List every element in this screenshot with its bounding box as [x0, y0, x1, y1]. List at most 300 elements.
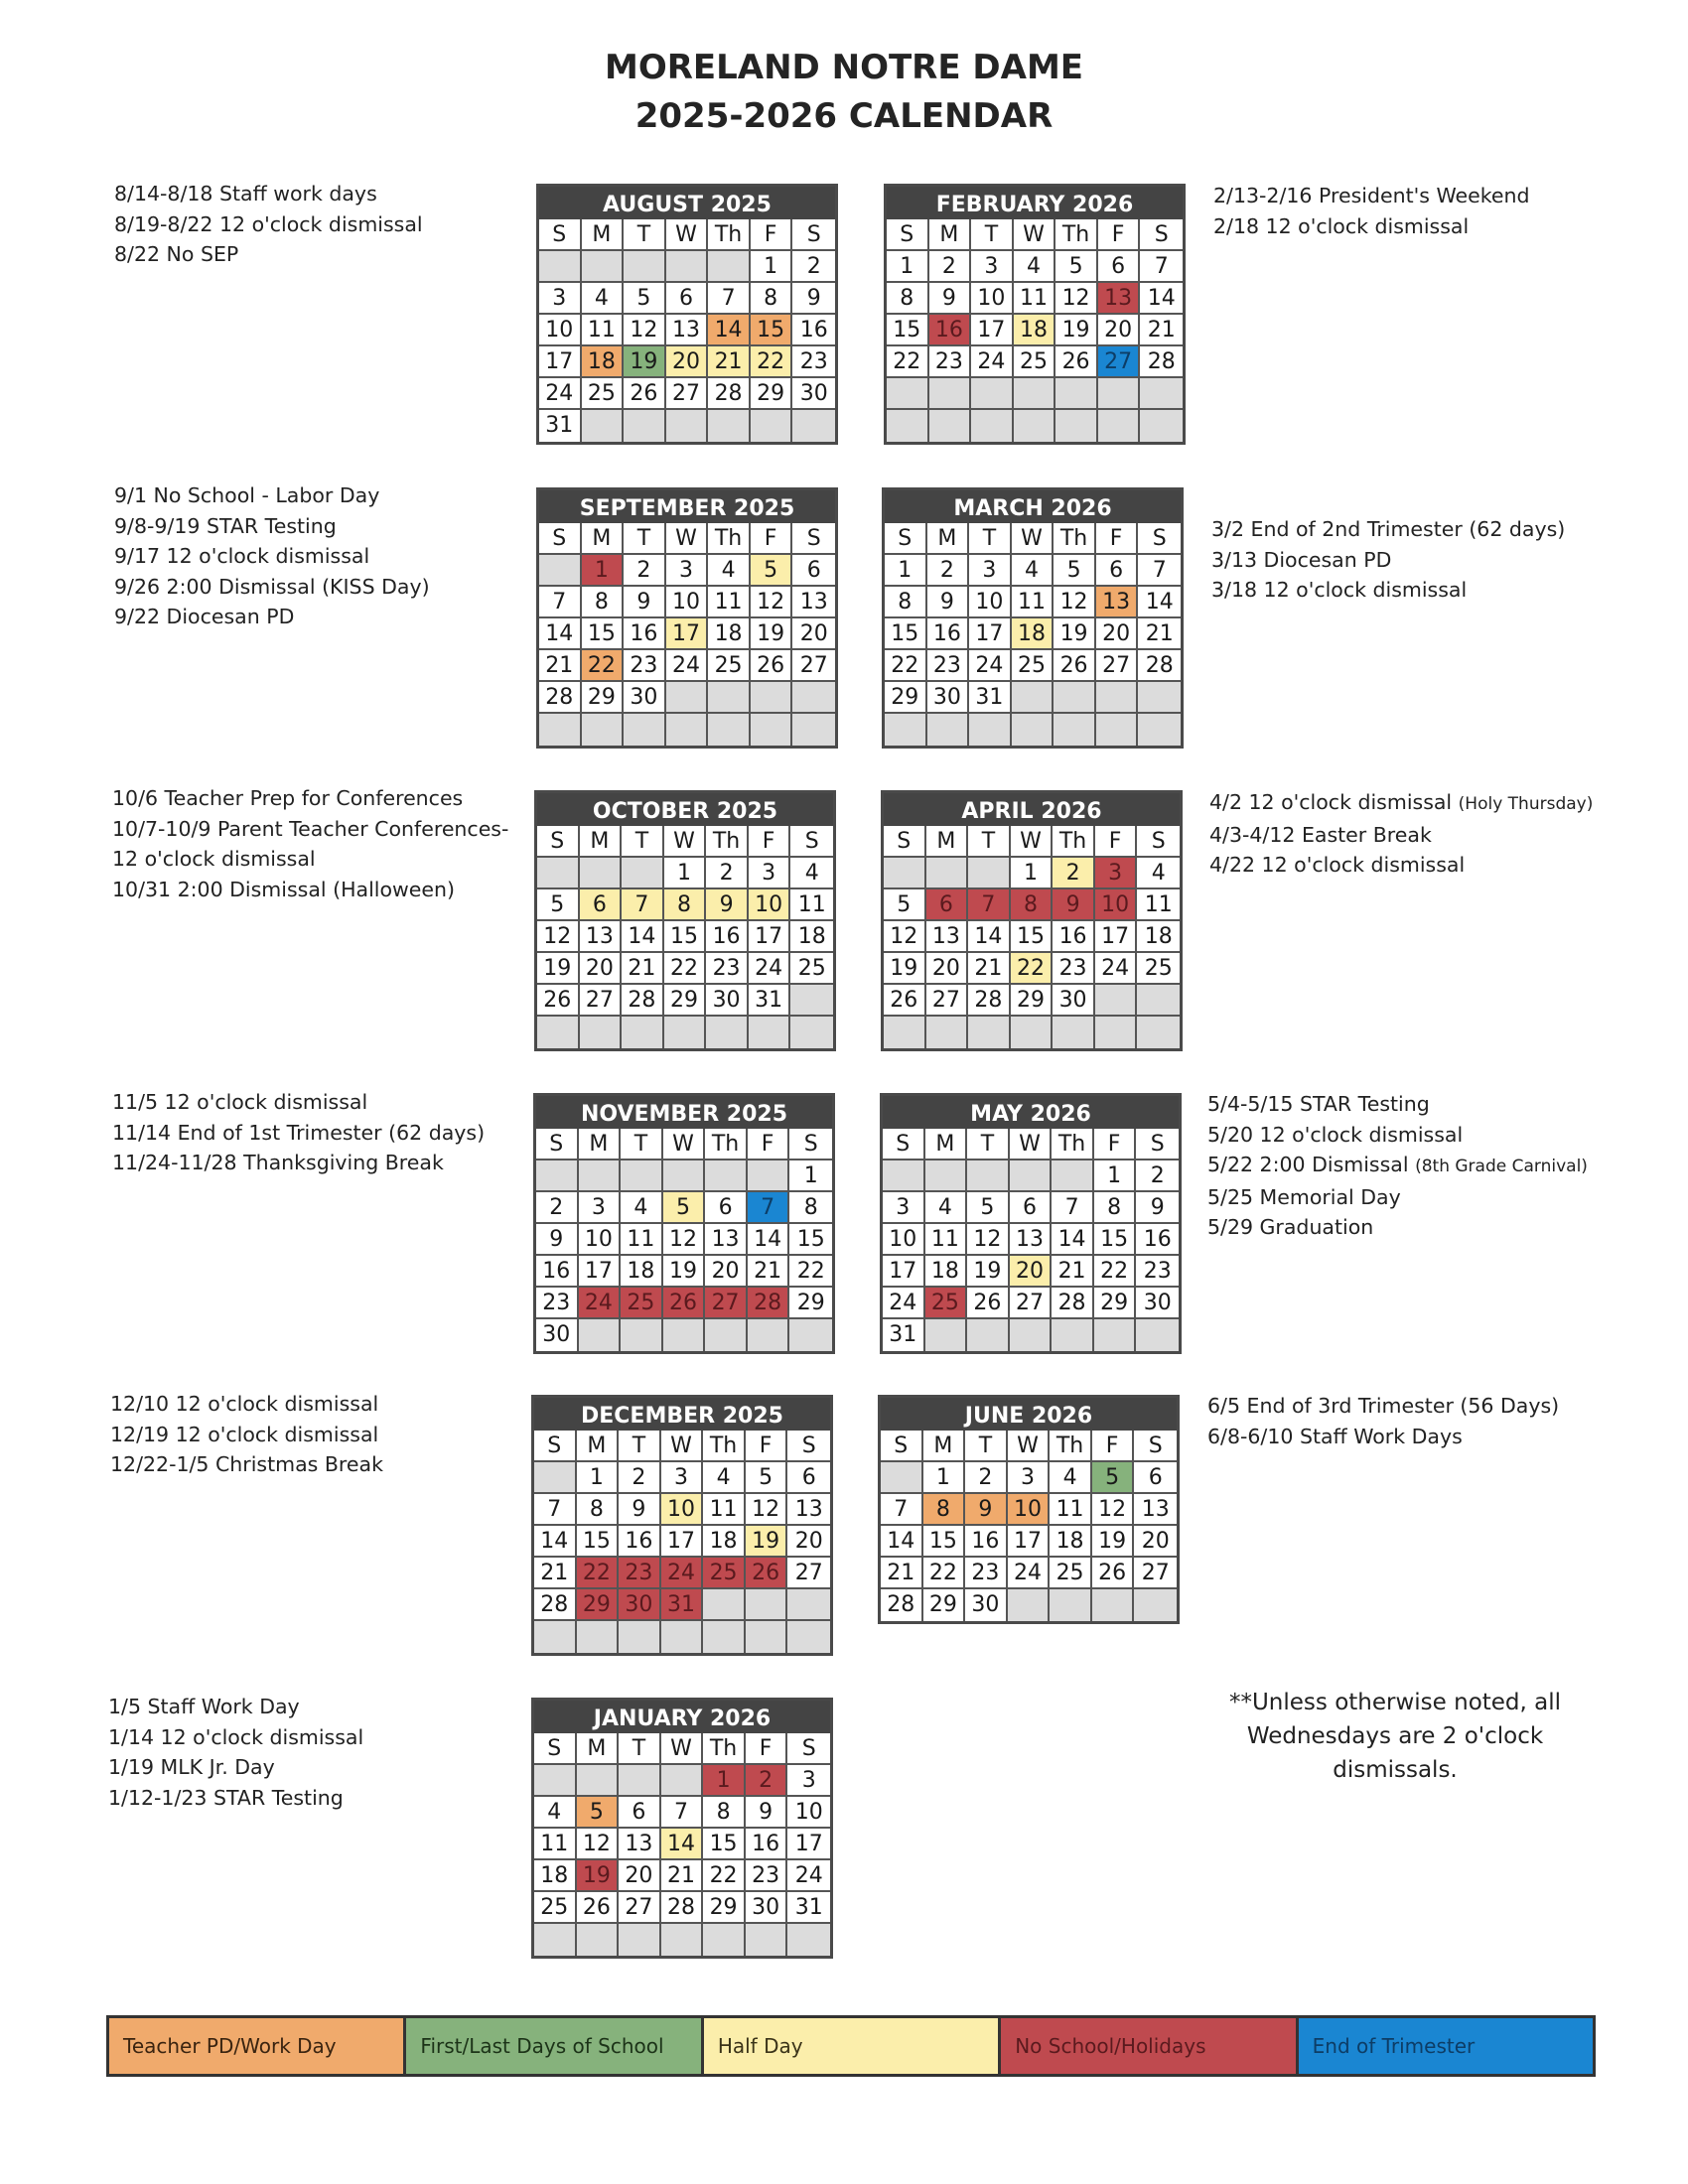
day-cell: 7 — [661, 1797, 704, 1829]
empty-cell — [1012, 714, 1055, 746]
day-cell: 11 — [708, 587, 751, 618]
day-cell: 22 — [887, 346, 929, 378]
day-cell: 15 — [887, 315, 929, 346]
note: 12 o'clock dismissal — [112, 847, 316, 871]
empty-cell — [1055, 410, 1098, 442]
day-cell: 15 — [1011, 921, 1054, 953]
day-cell: 2 — [706, 858, 749, 889]
day-cell: 9 — [927, 587, 970, 618]
weekday-label: Th — [703, 1431, 746, 1462]
weekday-label: S — [790, 826, 833, 858]
day-cell: 3 — [661, 1462, 704, 1494]
empty-cell — [792, 682, 835, 714]
month-title: JUNE 2026 — [881, 1398, 1177, 1431]
day-cell: 14 — [1138, 587, 1181, 618]
day-cell: 31 — [787, 1892, 830, 1924]
note: 4/3-4/12 Easter Break — [1209, 822, 1432, 847]
day-cell: 29 — [1094, 1288, 1137, 1319]
day-cell: 19 — [884, 953, 926, 985]
empty-cell — [661, 1621, 704, 1653]
day-cell: 21 — [1138, 618, 1181, 650]
notes-mar — [1211, 514, 1565, 606]
day-cell: 6 — [787, 1462, 830, 1494]
day-cell: 23 — [792, 346, 835, 378]
day-cell: 20 — [792, 618, 835, 650]
empty-cell — [577, 1765, 620, 1797]
day-cell: 10 — [971, 283, 1014, 315]
weekday-label: M — [926, 826, 969, 858]
day-cell: 30 — [792, 378, 835, 410]
day-cell: 22 — [664, 953, 707, 985]
day-cell: 2 — [792, 251, 835, 283]
weekday-label: S — [539, 523, 582, 555]
note: 2/18 12 o'clock dismissal — [1213, 213, 1470, 238]
wednesday-footnote: **Unless otherwise noted, all Wednesdays are 2 o'clock dismissals. — [1228, 1690, 1562, 1783]
day-cell: 4 — [1012, 555, 1055, 587]
day-cell: 11 — [703, 1494, 746, 1526]
day-cell: 18 — [925, 1256, 968, 1288]
day-cell: 26 — [537, 985, 580, 1017]
day-cell: 8 — [703, 1797, 746, 1829]
notes-may — [1207, 1089, 1588, 1243]
empty-cell — [661, 1765, 704, 1797]
day-cell: 10 — [883, 1224, 925, 1256]
day-cell: 12 — [1092, 1494, 1135, 1526]
day-cell: 24 — [666, 650, 709, 682]
empty-cell — [579, 1160, 622, 1192]
day-cell: 27 — [1134, 1558, 1177, 1589]
empty-cell — [789, 1319, 832, 1351]
day-cell: 10 — [1095, 889, 1138, 921]
weekday-label: F — [1094, 1129, 1137, 1160]
empty-cell — [1014, 378, 1056, 410]
day-cell: 3 — [971, 251, 1014, 283]
note-small: (8th Grade Carnival) — [1415, 1157, 1588, 1176]
day-cell: 30 — [1053, 985, 1095, 1017]
empty-cell — [968, 858, 1011, 889]
day-cell: 27 — [1010, 1288, 1053, 1319]
day-cell: 15 — [923, 1526, 966, 1558]
day-cell: 9 — [746, 1797, 788, 1829]
note: 11/5 12 o'clock dismissal — [112, 1090, 368, 1114]
day-cell: 15 — [751, 315, 793, 346]
empty-cell — [751, 410, 793, 442]
day-cell: 3 — [1008, 1462, 1051, 1494]
weekday-label: M — [927, 523, 970, 555]
day-cell: 29 — [1011, 985, 1054, 1017]
empty-cell — [883, 1160, 925, 1192]
notes-aug — [114, 179, 423, 270]
weekday-label: S — [534, 1733, 577, 1765]
month-grid — [539, 219, 835, 442]
day-cell: 22 — [1011, 953, 1054, 985]
day-cell: 16 — [1136, 1224, 1179, 1256]
note: 8/19-8/22 12 o'clock dismissal — [114, 211, 423, 236]
day-cell: 18 — [703, 1526, 746, 1558]
day-cell: 12 — [537, 921, 580, 953]
day-cell: 22 — [1094, 1256, 1137, 1288]
day-cell: 21 — [708, 346, 751, 378]
day-cell: 16 — [927, 618, 970, 650]
day-cell: 7 — [1052, 1192, 1094, 1224]
page-subtitle: 2025-2026 CALENDAR — [634, 96, 1054, 136]
day-cell: 16 — [624, 618, 666, 650]
day-cell: 1 — [887, 251, 929, 283]
calendar-dec-2025 — [531, 1395, 833, 1656]
empty-cell — [1134, 1589, 1177, 1621]
day-cell: 1 — [1011, 858, 1054, 889]
day-cell: 2 — [624, 555, 666, 587]
day-cell: 14 — [539, 618, 582, 650]
day-cell: 24 — [749, 953, 791, 985]
weekday-label: F — [1095, 826, 1138, 858]
notes-dec — [110, 1389, 383, 1480]
day-cell: 7 — [708, 283, 751, 315]
month-grid — [534, 1733, 830, 1956]
empty-cell — [929, 378, 972, 410]
day-cell: 9 — [1136, 1192, 1179, 1224]
empty-cell — [624, 410, 666, 442]
empty-cell — [1138, 714, 1181, 746]
empty-cell — [926, 858, 969, 889]
empty-cell — [1098, 378, 1141, 410]
empty-cell — [663, 1319, 706, 1351]
day-cell: 30 — [536, 1319, 579, 1351]
note: 11/14 End of 1st Trimester (62 days) — [112, 1120, 486, 1145]
day-cell: 6 — [619, 1797, 661, 1829]
weekday-label: T — [968, 826, 1011, 858]
day-cell: 20 — [619, 1860, 661, 1892]
day-cell: 23 — [536, 1288, 579, 1319]
empty-cell — [619, 1924, 661, 1956]
day-cell: 27 — [619, 1892, 661, 1924]
empty-cell — [884, 1017, 926, 1048]
weekday-label: M — [579, 1129, 622, 1160]
weekday-label: F — [746, 1733, 788, 1765]
empty-cell — [925, 1319, 968, 1351]
weekday-label: S — [884, 826, 926, 858]
day-cell: 23 — [1053, 953, 1095, 985]
weekday-label: F — [751, 523, 793, 555]
day-cell: 6 — [926, 889, 969, 921]
day-cell: 4 — [1050, 1462, 1092, 1494]
day-cell: 3 — [969, 555, 1012, 587]
day-cell: 15 — [1094, 1224, 1137, 1256]
day-cell: 4 — [582, 283, 625, 315]
note: 8/22 No SEP — [114, 242, 239, 266]
empty-cell — [746, 1924, 788, 1956]
day-cell: 19 — [537, 953, 580, 985]
month-title: OCTOBER 2025 — [537, 793, 833, 826]
day-cell: 29 — [885, 682, 927, 714]
weekday-label: M — [577, 1431, 620, 1462]
empty-cell — [708, 251, 751, 283]
day-cell: 1 — [582, 555, 625, 587]
day-cell: 3 — [749, 858, 791, 889]
empty-cell — [792, 714, 835, 746]
day-cell: 16 — [929, 315, 972, 346]
empty-cell — [705, 1160, 748, 1192]
day-cell: 16 — [792, 315, 835, 346]
empty-cell — [1053, 1017, 1095, 1048]
weekday-label: W — [666, 523, 709, 555]
day-cell: 23 — [746, 1860, 788, 1892]
day-cell: 16 — [619, 1526, 661, 1558]
empty-cell — [706, 1017, 749, 1048]
day-cell: 21 — [1140, 315, 1183, 346]
day-cell: 9 — [1053, 889, 1095, 921]
day-cell: 18 — [534, 1860, 577, 1892]
calendar-may-2026 — [880, 1093, 1182, 1354]
empty-cell — [622, 858, 664, 889]
day-cell: 3 — [883, 1192, 925, 1224]
empty-cell — [663, 1160, 706, 1192]
day-cell: 9 — [624, 587, 666, 618]
empty-cell — [539, 251, 582, 283]
weekday-label: T — [624, 219, 666, 251]
weekday-label: Th — [1053, 826, 1095, 858]
day-cell: 29 — [577, 1589, 620, 1621]
day-cell: 22 — [577, 1558, 620, 1589]
empty-cell — [925, 1160, 968, 1192]
month-grid — [884, 826, 1180, 1048]
weekday-label: F — [1098, 219, 1141, 251]
day-cell: 25 — [1014, 346, 1056, 378]
weekday-label: F — [1092, 1431, 1135, 1462]
day-cell: 5 — [751, 555, 793, 587]
calendar-apr-2026 — [881, 790, 1183, 1051]
day-cell: 24 — [1008, 1558, 1051, 1589]
calendar-feb-2026 — [884, 184, 1186, 445]
empty-cell — [746, 1621, 788, 1653]
day-cell: 11 — [534, 1829, 577, 1860]
empty-cell — [885, 714, 927, 746]
weekday-label: S — [787, 1431, 830, 1462]
day-cell: 3 — [579, 1192, 622, 1224]
day-cell: 8 — [1094, 1192, 1137, 1224]
empty-cell — [1136, 1319, 1179, 1351]
day-cell: 25 — [1050, 1558, 1092, 1589]
day-cell: 5 — [537, 889, 580, 921]
day-cell: 6 — [1010, 1192, 1053, 1224]
day-cell: 21 — [661, 1860, 704, 1892]
day-cell: 28 — [1140, 346, 1183, 378]
day-cell: 12 — [1054, 587, 1096, 618]
empty-cell — [666, 714, 709, 746]
notes-oct — [112, 783, 508, 904]
day-cell: 12 — [663, 1224, 706, 1256]
day-cell: 14 — [1052, 1224, 1094, 1256]
day-cell: 15 — [885, 618, 927, 650]
day-cell: 19 — [1054, 618, 1096, 650]
day-cell: 22 — [885, 650, 927, 682]
day-cell: 10 — [1008, 1494, 1051, 1526]
day-cell: 5 — [1055, 251, 1098, 283]
month-title: DECEMBER 2025 — [534, 1398, 830, 1431]
empty-cell — [1098, 410, 1141, 442]
weekday-label: T — [619, 1431, 661, 1462]
day-cell: 25 — [790, 953, 833, 985]
day-cell: 12 — [967, 1224, 1010, 1256]
empty-cell — [1094, 1319, 1137, 1351]
empty-cell — [1140, 410, 1183, 442]
weekday-label: S — [1137, 826, 1180, 858]
day-cell: 10 — [579, 1224, 622, 1256]
note: 3/13 Diocesan PD — [1211, 547, 1392, 572]
note: 10/31 2:00 Dismissal (Halloween) — [112, 877, 455, 901]
day-cell: 27 — [580, 985, 623, 1017]
weekday-label: S — [539, 219, 582, 251]
day-cell: 19 — [751, 618, 793, 650]
note: 9/8-9/19 STAR Testing — [114, 513, 337, 538]
day-cell: 21 — [539, 650, 582, 682]
day-cell: 5 — [624, 283, 666, 315]
month-grid — [539, 523, 835, 746]
empty-cell — [887, 410, 929, 442]
weekday-label: S — [1138, 523, 1181, 555]
day-cell: 19 — [1055, 315, 1098, 346]
weekday-label: M — [923, 1431, 966, 1462]
day-cell: 4 — [703, 1462, 746, 1494]
day-cell: 28 — [748, 1288, 790, 1319]
day-cell: 2 — [536, 1192, 579, 1224]
month-title: SEPTEMBER 2025 — [539, 490, 835, 523]
weekday-label: Th — [1055, 219, 1098, 251]
empty-cell — [1140, 378, 1183, 410]
day-cell: 16 — [706, 921, 749, 953]
weekday-label: Th — [1052, 1129, 1094, 1160]
empty-cell — [1052, 1319, 1094, 1351]
day-cell: 5 — [1092, 1462, 1135, 1494]
weekday-label: Th — [1054, 523, 1096, 555]
day-cell: 12 — [1055, 283, 1098, 315]
day-cell: 18 — [582, 346, 625, 378]
note: 12/22-1/5 Christmas Break — [110, 1452, 383, 1476]
day-cell: 30 — [746, 1892, 788, 1924]
weekday-label: W — [1010, 1129, 1053, 1160]
weekday-label: S — [883, 1129, 925, 1160]
empty-cell — [792, 410, 835, 442]
day-cell: 28 — [708, 378, 751, 410]
day-cell: 29 — [703, 1892, 746, 1924]
empty-cell — [1095, 985, 1138, 1017]
day-cell: 2 — [1136, 1160, 1179, 1192]
notes-sep — [114, 480, 430, 632]
day-cell: 14 — [661, 1829, 704, 1860]
month-title: MARCH 2026 — [885, 490, 1181, 523]
day-cell: 13 — [705, 1224, 748, 1256]
empty-cell — [666, 251, 709, 283]
day-cell: 29 — [582, 682, 625, 714]
day-cell: 20 — [666, 346, 709, 378]
empty-cell — [787, 1621, 830, 1653]
day-cell: 30 — [624, 682, 666, 714]
day-cell: 26 — [1055, 346, 1098, 378]
page-title: MORELAND NOTRE DAME — [604, 48, 1084, 87]
day-cell: 31 — [661, 1589, 704, 1621]
note: 1/5 Staff Work Day — [108, 1695, 300, 1718]
day-cell: 10 — [787, 1797, 830, 1829]
weekday-label: M — [577, 1733, 620, 1765]
legend — [106, 2015, 1596, 2077]
month-title: MAY 2026 — [883, 1096, 1179, 1129]
day-cell: 1 — [751, 251, 793, 283]
day-cell: 13 — [619, 1829, 661, 1860]
weekday-label: S — [1136, 1129, 1179, 1160]
day-cell: 26 — [967, 1288, 1010, 1319]
day-cell: 31 — [749, 985, 791, 1017]
day-cell: 4 — [790, 858, 833, 889]
calendar-sep-2025 — [536, 487, 838, 749]
day-cell: 8 — [577, 1494, 620, 1526]
note: 11/24-11/28 Thanksgiving Break — [112, 1151, 444, 1174]
weekday-label: S — [792, 219, 835, 251]
empty-cell — [534, 1462, 577, 1494]
day-cell: 25 — [708, 650, 751, 682]
day-cell: 4 — [1137, 858, 1180, 889]
day-cell: 20 — [926, 953, 969, 985]
day-cell: 7 — [1140, 251, 1183, 283]
empty-cell — [708, 410, 751, 442]
empty-cell — [579, 1319, 622, 1351]
empty-cell — [1010, 1319, 1053, 1351]
day-cell: 18 — [1014, 315, 1056, 346]
empty-cell — [703, 1621, 746, 1653]
day-cell: 23 — [1136, 1256, 1179, 1288]
note: 3/18 12 o'clock dismissal — [1211, 578, 1468, 602]
day-cell: 20 — [580, 953, 623, 985]
day-cell: 22 — [923, 1558, 966, 1589]
empty-cell — [703, 1589, 746, 1621]
empty-cell — [661, 1924, 704, 1956]
empty-cell — [621, 1160, 663, 1192]
note: 6/8-6/10 Staff Work Days — [1207, 1424, 1463, 1448]
day-cell: 9 — [706, 889, 749, 921]
weekday-label: S — [534, 1431, 577, 1462]
month-grid — [887, 219, 1183, 442]
day-cell: 2 — [1053, 858, 1095, 889]
note: 5/20 12 o'clock dismissal — [1207, 1122, 1464, 1147]
day-cell: 5 — [884, 889, 926, 921]
weekday-label: M — [580, 826, 623, 858]
legend-half-day: Half Day — [704, 2018, 1001, 2074]
empty-cell — [539, 714, 582, 746]
day-cell: 12 — [624, 315, 666, 346]
note: 9/26 2:00 Dismissal (KISS Day) — [114, 574, 430, 599]
notes-apr — [1209, 787, 1593, 881]
note: 4/22 12 o'clock dismissal — [1209, 853, 1466, 877]
empty-cell — [968, 1017, 1011, 1048]
weekday-label: S — [787, 1733, 830, 1765]
empty-cell — [746, 1589, 788, 1621]
day-cell: 27 — [926, 985, 969, 1017]
day-cell: 18 — [621, 1256, 663, 1288]
empty-cell — [1092, 1589, 1135, 1621]
day-cell: 25 — [1012, 650, 1055, 682]
day-cell: 7 — [539, 587, 582, 618]
day-cell: 17 — [787, 1829, 830, 1860]
weekday-label: W — [661, 1431, 704, 1462]
note-text: 5/22 2:00 Dismissal — [1207, 1153, 1409, 1176]
day-cell: 5 — [577, 1797, 620, 1829]
weekday-label: F — [751, 219, 793, 251]
empty-cell — [534, 1765, 577, 1797]
empty-cell — [967, 1319, 1010, 1351]
weekday-label: F — [1096, 523, 1139, 555]
day-cell: 23 — [927, 650, 970, 682]
day-cell: 29 — [789, 1288, 832, 1319]
day-cell: 27 — [666, 378, 709, 410]
